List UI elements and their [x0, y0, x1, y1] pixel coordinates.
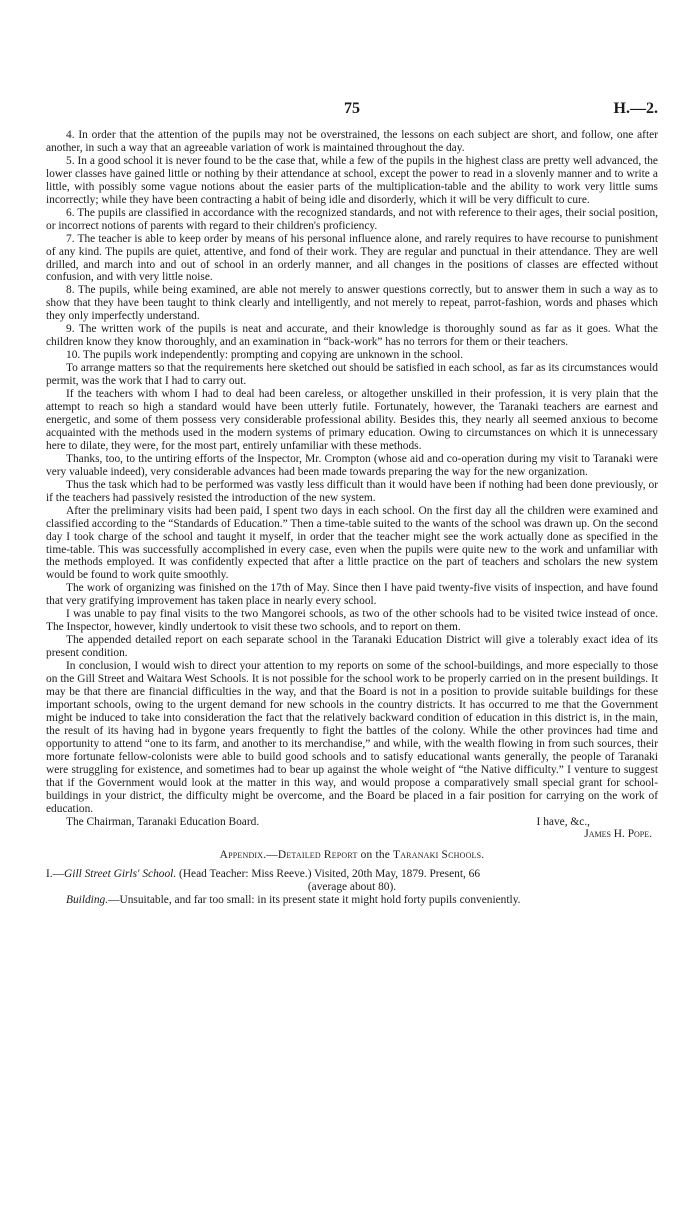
school-name: Gill Street Girls' School.: [64, 868, 177, 881]
page-header: [46, 100, 658, 122]
school-details: (Head Teacher: Miss Reeve.) Visited, 20th May, 1879. Present, 66: [179, 868, 481, 881]
paragraph: To arrange matters so that the requirements here sketched out should be satisfied in each school, as far as its circumstances would permit, was the work that I had to carry out.: [46, 362, 658, 388]
paragraph: If the teachers with whom I had to deal had been careless, or altogether unskilled in their profession, it is very plain that the attempt to reach so high a standard would have been utterly futile. Fortunately, however, the Taranaki teachers are earnest and energetic, and some of them possess very considerable professional ability. Besides this, they nearly all seemed anxious to become acquainted with the methods used in the modern systems of primary education. Owing to circumstances on which it is unnecessary here to dilate, they were, for the most part, entirely unfamiliar with these methods.: [46, 388, 658, 452]
page-number: 75: [344, 100, 360, 117]
paragraph: 6. The pupils are classified in accordance with the recognized standards, and not with reference to their ages, their social position, or incorrect notions of parents with regard to their children's proficiency.: [46, 206, 658, 232]
paragraph: Thanks, too, to the untiring efforts of the Inspector, Mr. Crompton (whose aid and co-operation during my visit to Taranaki were very valuable indeed), very considerable advances had been made towards preparing the way for the new organization.: [46, 452, 658, 478]
appendix-heading: [46, 849, 658, 862]
paragraph: Thus the task which had to be performed was vastly less difficult than it would have been if nothing had been done previously, or if the teachers had passively resisted the introduction of the new system.: [46, 478, 658, 504]
paragraph: 8. The pupils, while being examined, are able not merely to answer questions correctly, but to answer them in such a way as to show that they have been taught to think clearly and intelligently, and not merely to repeat, parrot-fashion, words and phases which they only imperfectly understand.: [46, 284, 658, 323]
addressee: The Chairman, Taranaki Education Board.: [66, 815, 260, 828]
series-number: H.—2.: [613, 100, 658, 117]
paragraph: The appended detailed report on each separate school in the Taranaki Education District will give a tolerably exact idea of its present condition.: [46, 634, 658, 660]
paragraph: 4. In order that the attention of the pupils may not be overstrained, the lessons on each subject are short, and follow, one after another, in such a way that an agreeable variation of work is maintained throughout the day.: [46, 129, 658, 154]
appendix-prefix: Appendix.—Detailed Report: [219, 849, 358, 862]
report-body: [46, 129, 658, 907]
building-label: Building.: [66, 894, 109, 907]
paragraph: The work of organizing was finished on the 17th of May. Since then I have paid twenty-five visits of inspection, and have found that very gratifying improvement has taken place in nearly every school.: [46, 582, 658, 608]
paragraph: 5. In a good school it is never found to be the case that, while a few of the pupils in the highest class are pretty well advanced, the lower classes have gained little or nothing by their attendance at school, except the power to read in a slovenly manner and to write a little, with possibly some vague notions about the easier parts of the multiplication-table and the ability to work very little sums incorrectly; while they have been contracting a habit of being idle and disorderly, which it will be very difficult to cure.: [46, 154, 658, 206]
signature: James H. Pope.: [584, 828, 652, 841]
paragraph: 10. The pupils work independently: prompting and copying are unknown in the school.: [66, 349, 464, 362]
school-entry: [46, 868, 658, 894]
school-average: (average about 80).: [307, 881, 397, 894]
building-note: [46, 894, 658, 907]
salutation: I have, &c.,: [536, 815, 590, 828]
school-number: I.—: [46, 868, 65, 881]
paragraph: I was unable to pay final visits to the two Mangorei schools, as two of the other schools had to be visited twice instead of once. The Inspector, however, kindly undertook to visit these two schools, and to report on them.: [46, 608, 658, 634]
appendix-suffix: Taranaki Schools.: [393, 849, 485, 862]
building-text: —Unsuitable, and far too small: in its present state it might hold forty pupils conveniently.: [108, 894, 521, 907]
appendix-middle: on the: [360, 849, 390, 862]
paragraph: After the preliminary visits had been paid, I spent two days in each school. On the first day all the children were examined and classified according to the “Standards of Education.” Then a time-table suited to the wants of the school was drawn up. On the second day I took charge of the school and taught it myself, in order that the teacher might see the work actually done as specified in the time-table. This was successfully accomplished in every case, even when the pupils were quite new to the work and unfamiliar with the methods employed. It was confidently expected that after a little practice on the part of teachers and scholars the new system would be found to work quite smoothly.: [46, 504, 658, 582]
paragraph: 9. The written work of the pupils is neat and accurate, and their knowledge is thoroughly sound as far as it goes. What the children know they know thoroughly, and an examination in “back-work” has no terrors for them or their teachers.: [46, 323, 658, 349]
paragraph: 7. The teacher is able to keep order by means of his personal influence alone, and rarely requires to have recourse to punishment of any kind. The pupils are quiet, attentive, and fond of their work. They are regular and punctual in their attendance. They are well drilled, and march into and out of school in an orderly manner, and all changes in the positions of classes are effected without confusion, and with very little noise.: [46, 232, 658, 284]
signature-line: [46, 828, 658, 841]
letter-closing: [46, 816, 658, 829]
paragraph: In conclusion, I would wish to direct your attention to my reports on some of the school-buildings, and more especially to those on the Gill Street and Waitara West Schools. It is not possible for the school work to be properly carried on in the present buildings. It may be that there are financial difficulties in the way, and that the Board is not in a position to provide suitable buildings for these important schools, owing to the urgent demand for new schools in the country districts. It has occurred to me that the Government might be induced to take into consideration the fact that the relatively backward condition of education in this district is, in the main, the result of its having had in bygone years frequently to fight the battles of the colony. While the other provinces had time and opportunity to attend “one to its farm, and another to its merchandise,” and while, with the wealth flowing in from such sources, their more fortunate fellow-colonists were able to build good schools and to satisfy educational wants generally, the people of Taranaki were struggling for existence, and sometimes had to bear up against the whole weight of “the Native difficulty.” I venture to suggest that if the Government would look at the matter in this way, and would propose a comparatively small special grant for school-buildings in your district, the difficulty might be overcome, and the Board be placed in a fair position for carrying on the work of education.: [46, 660, 658, 815]
